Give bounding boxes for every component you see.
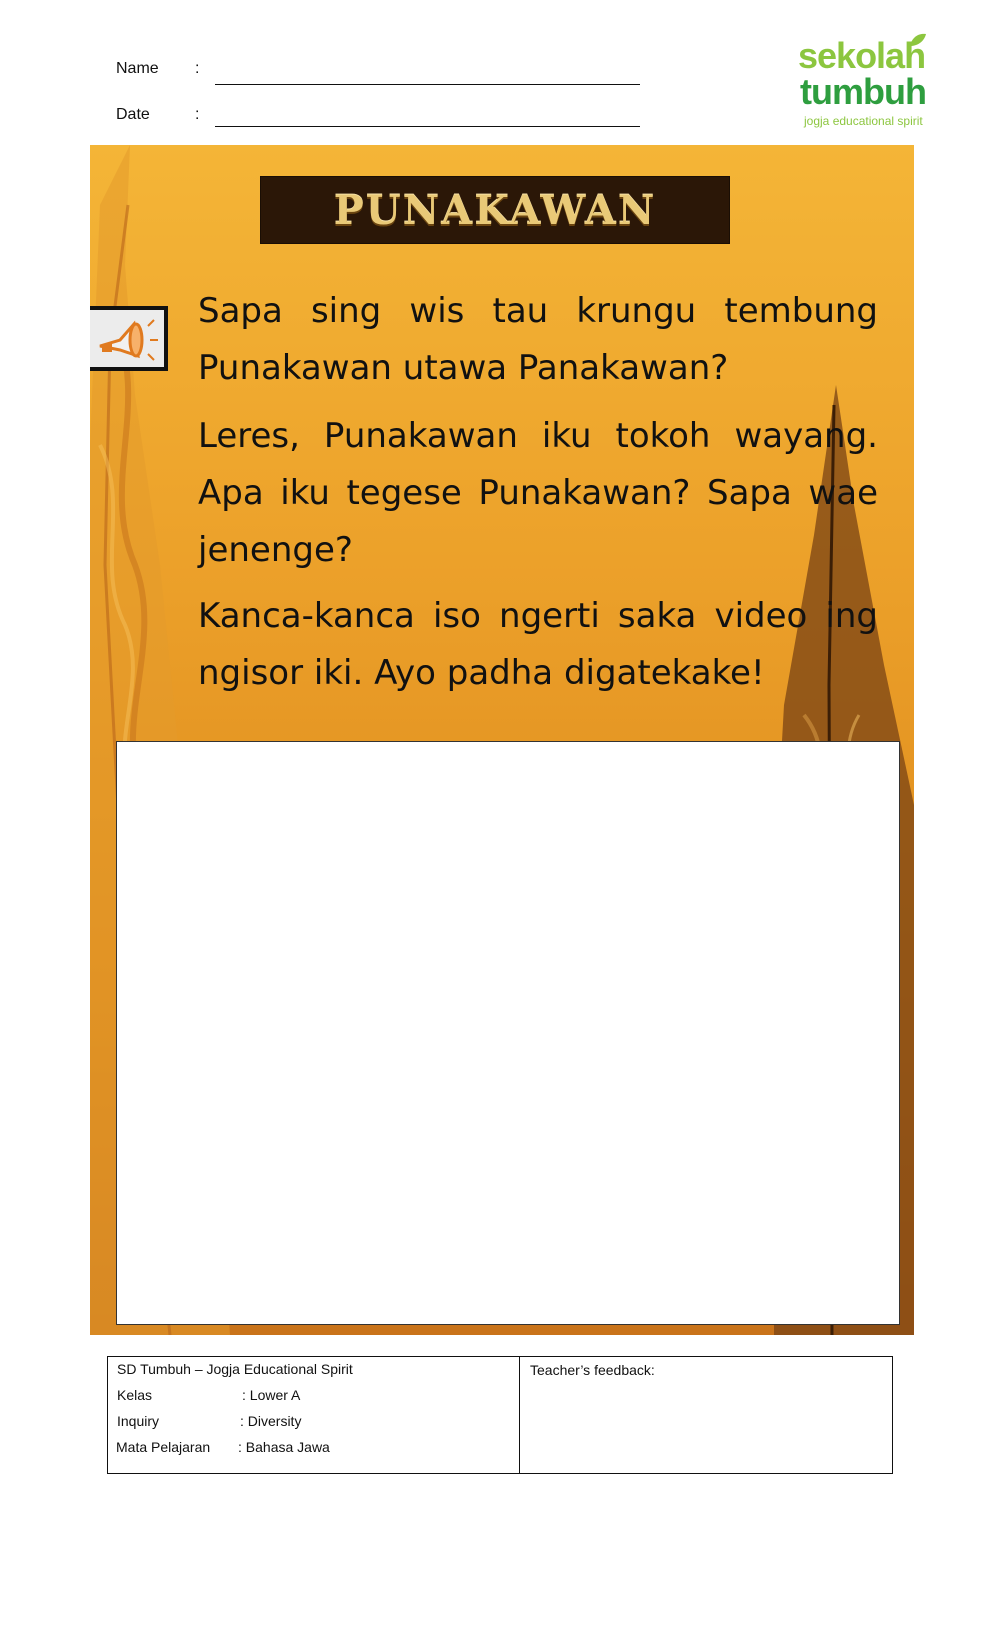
footer-info-table <box>107 1356 893 1474</box>
video-player[interactable] <box>116 741 900 1325</box>
footer-kelas-label: Kelas <box>117 1387 153 1403</box>
footer-inquiry-label: Inquiry <box>117 1413 160 1429</box>
page-title: PUNAKAWAN <box>333 186 657 234</box>
paragraph-question: Sapa sing wis tau krungu tembung Punakawan utawa Panakawan? <box>198 291 878 388</box>
logo-text-sekolah: sekolah <box>798 35 926 76</box>
footer-divider <box>519 1357 520 1473</box>
worksheet-panel <box>90 145 914 1335</box>
footer-mapel-label: Mata Pelajaran <box>116 1439 211 1455</box>
paragraph-explanation: Leres, Punakawan iku tokoh wayang. Apa iku tegese Punakawan? Sapa wae jenenge? <box>198 416 878 570</box>
name-label: Name <box>116 60 159 77</box>
date-label: Date <box>116 106 150 123</box>
footer-kelas-value: : Lower A <box>242 1387 301 1403</box>
name-colon: : <box>195 60 200 77</box>
teacher-feedback-label: Teacher’s feedback: <box>530 1362 655 1378</box>
paragraph-instruction: Kanca-kanca iso ngerti saka video ing ngisor iki. Ayo padha digatekake! <box>198 596 878 693</box>
audio-button[interactable] <box>90 306 168 371</box>
megaphone-icon <box>90 310 164 367</box>
school-logo <box>798 32 948 132</box>
footer-inquiry-value: : Diversity <box>240 1413 302 1429</box>
date-field[interactable] <box>215 126 640 127</box>
name-field[interactable] <box>215 84 640 85</box>
logo-tagline: jogja educational spirit <box>804 114 923 128</box>
date-colon: : <box>195 106 200 123</box>
title-banner <box>260 176 730 244</box>
logo-text-tumbuh: tumbuh <box>800 71 926 112</box>
footer-mapel-value: : Bahasa Jawa <box>238 1439 330 1455</box>
footer-school: SD Tumbuh – Jogja Educational Spirit <box>117 1361 353 1377</box>
